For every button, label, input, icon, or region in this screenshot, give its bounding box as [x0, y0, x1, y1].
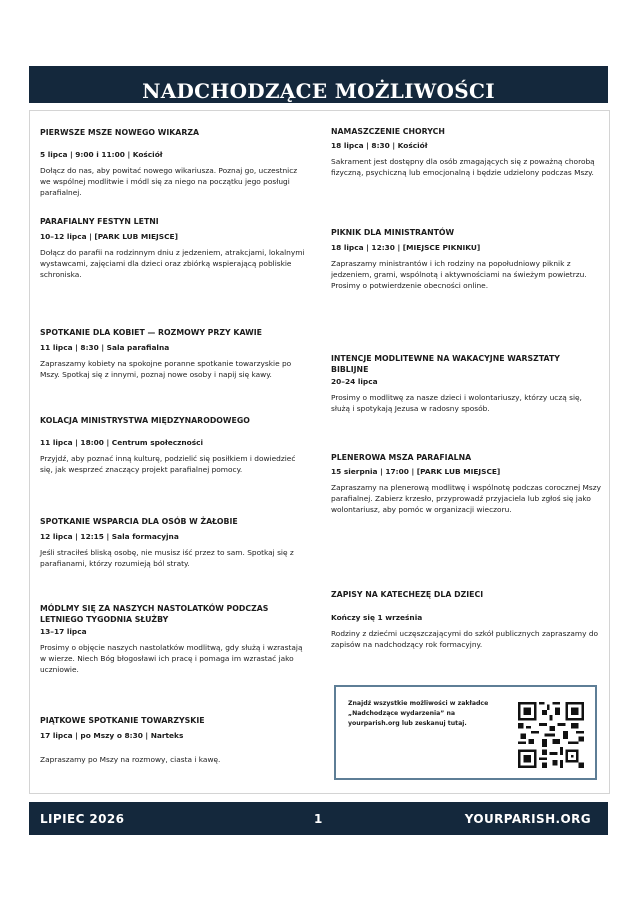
- event-item: [331, 227, 601, 290]
- event-title: KOLACJA MINISTRYSTWA MIĘDZYNARODOWEGO: [40, 416, 250, 425]
- event-description: Zapraszamy kobiety na spokojne poranne spotkanie towarzyskie po Mszy. Spotkaj się z innymi, poznaj nowe osoby i napij się kawy.: [40, 359, 292, 379]
- page-footer: [29, 802, 608, 835]
- event-meta: 5 lipca | 9:00 i 11:00 | Kościół: [40, 150, 163, 159]
- event-meta: 15 sierpnia | 17:00 | [PARK LUB MIEJSCE]: [331, 467, 501, 476]
- event-item: [40, 415, 310, 474]
- event-item: [331, 589, 601, 649]
- event-item: [331, 353, 601, 413]
- event-title: NAMASZCZENIE CHORYCH: [331, 127, 445, 136]
- event-meta: Kończy się 1 września: [331, 613, 423, 622]
- event-description: Przyjdź, aby poznać inną kulturę, podzielić się posiłkiem i dowiedzieć się, jak wesprzeć znaczący projekt parafialnej pomocy.: [40, 454, 296, 474]
- event-title: PARAFIALNY FESTYN LETNI: [40, 217, 159, 226]
- event-meta: 12 lipca | 12:15 | Sala formacyjna: [40, 532, 179, 541]
- event-meta: 11 lipca | 8:30 | Sala parafialna: [40, 343, 170, 352]
- event-title: MÓDLMY SIĘ ZA NASZYCH NASTOLATKÓW PODCZAS LETNIEGO TYGODNIA SŁUŻBY: [40, 604, 269, 624]
- event-meta: 17 lipca | po Mszy o 8:30 | Narteks: [40, 731, 184, 740]
- page-header: [29, 66, 608, 103]
- event-item: [40, 715, 310, 764]
- event-title: SPOTKANIE DLA KOBIET — ROZMOWY PRZY KAWIE: [40, 328, 262, 337]
- event-description: Jeśli straciłeś bliską osobę, nie musisz iść przez to sam. Spotkaj się z parafianami, którzy rozumieją ból straty.: [40, 548, 294, 568]
- footer-month: LIPIEC 2026: [40, 812, 125, 826]
- event-title: PIERWSZE MSZE NOWEGO WIKARZA: [40, 128, 200, 137]
- event-title: PIKNIK DLA MINISTRANTÓW: [331, 228, 455, 237]
- footer-website[interactable]: YOURPARISH.ORG: [464, 812, 591, 826]
- qr-callout: [334, 685, 597, 780]
- event-description: Dołącz do parafii na rodzinnym dniu z jedzeniem, atrakcjami, lokalnymi wystawcami, zajęciami dla dzieci oraz zbiórką wspierającą pobliskie schroniska.: [40, 248, 305, 279]
- event-item: [40, 216, 310, 279]
- event-title: PIĄTKOWE SPOTKANIE TOWARZYSKIE: [40, 716, 205, 725]
- event-title: PLENEROWA MSZA PARAFIALNA: [331, 453, 472, 462]
- event-meta: 18 lipca | 8:30 | Kościół: [331, 141, 428, 150]
- event-item: [331, 126, 601, 177]
- event-title: SPOTKANIE WSPARCIA DLA OSÓB W ŻAŁOBIE: [40, 517, 238, 526]
- event-description: Zapraszamy po Mszy na rozmowy, ciasta i kawę.: [40, 755, 221, 764]
- event-item: [40, 327, 310, 379]
- event-description: Dołącz do nas, aby powitać nowego wikariusza. Poznaj go, uczestnicz we wspólnej modlitwie i módl się za niego na początku jego posługi parafialnej.: [40, 166, 298, 197]
- event-item: [40, 127, 310, 197]
- event-item: [40, 603, 310, 674]
- event-meta: 11 lipca | 18:00 | Centrum społeczności: [40, 438, 204, 447]
- event-meta: 18 lipca | 12:30 | [MIEJSCE PIKNIKU]: [331, 243, 481, 252]
- qr-code-icon[interactable]: [518, 702, 584, 768]
- event-meta: 20–24 lipca: [331, 377, 378, 386]
- event-title: INTENCJE MODLITEWNE NA WAKACYJNE WARSZTATY BIBLIJNE: [331, 354, 560, 374]
- page-number: 1: [314, 812, 323, 826]
- event-description: Zapraszamy ministrantów i ich rodziny na popołudniowy piknik z jedzeniem, grami, wspólnotą i aktywnościami na świeżym powietrzu. Prosimy o potwierdzenie obecności online.: [331, 259, 587, 290]
- event-meta: 10–12 lipca | [PARK LUB MIEJSCE]: [40, 232, 178, 241]
- event-title: ZAPISY NA KATECHEZĘ DLA DZIECI: [331, 590, 484, 599]
- event-description: Rodziny z dziećmi uczęszczającymi do szkół publicznych zapraszamy do zapisów na nadchodzący rok formacyjny.: [331, 629, 599, 649]
- event-description: Zapraszamy na plenerową modlitwę i wspólnotę podczas corocznej Mszy parafialnej. Zabierz krzesło, przyprowadź przyjaciela lub zgłoś się jako wolontariusz, aby pomóc w organizacji wieczoru.: [331, 483, 601, 514]
- page-title: NADCHODZĄCE MOŻLIWOŚCI: [142, 78, 495, 103]
- event-meta: 13–17 lipca: [40, 627, 87, 636]
- event-description: Prosimy o objęcie naszych nastolatków modlitwą, gdy służą i wzrastają w wierze. Niech Bóg błogosławi ich pracę i pomaga im wzrastać jako uczniowie.: [40, 643, 303, 674]
- event-item: [40, 516, 310, 568]
- event-description: Prosimy o modlitwę za nasze dzieci i wolontariuszy, którzy uczą się, służą i spotykają Jezusa w radosny sposób.: [331, 393, 582, 413]
- event-description: Sakrament jest dostępny dla osób zmagających się z poważną chorobą fizyczną, psychiczną lub emocjonalną i będzie udzielony podczas Mszy.: [331, 157, 595, 177]
- event-item: [331, 452, 601, 514]
- qr-note: Znajdź wszystkie możliwości w zakładce „Nadchodzące wydarzenia” na yourparish.org lub zeskanuj tutaj.: [348, 700, 489, 727]
